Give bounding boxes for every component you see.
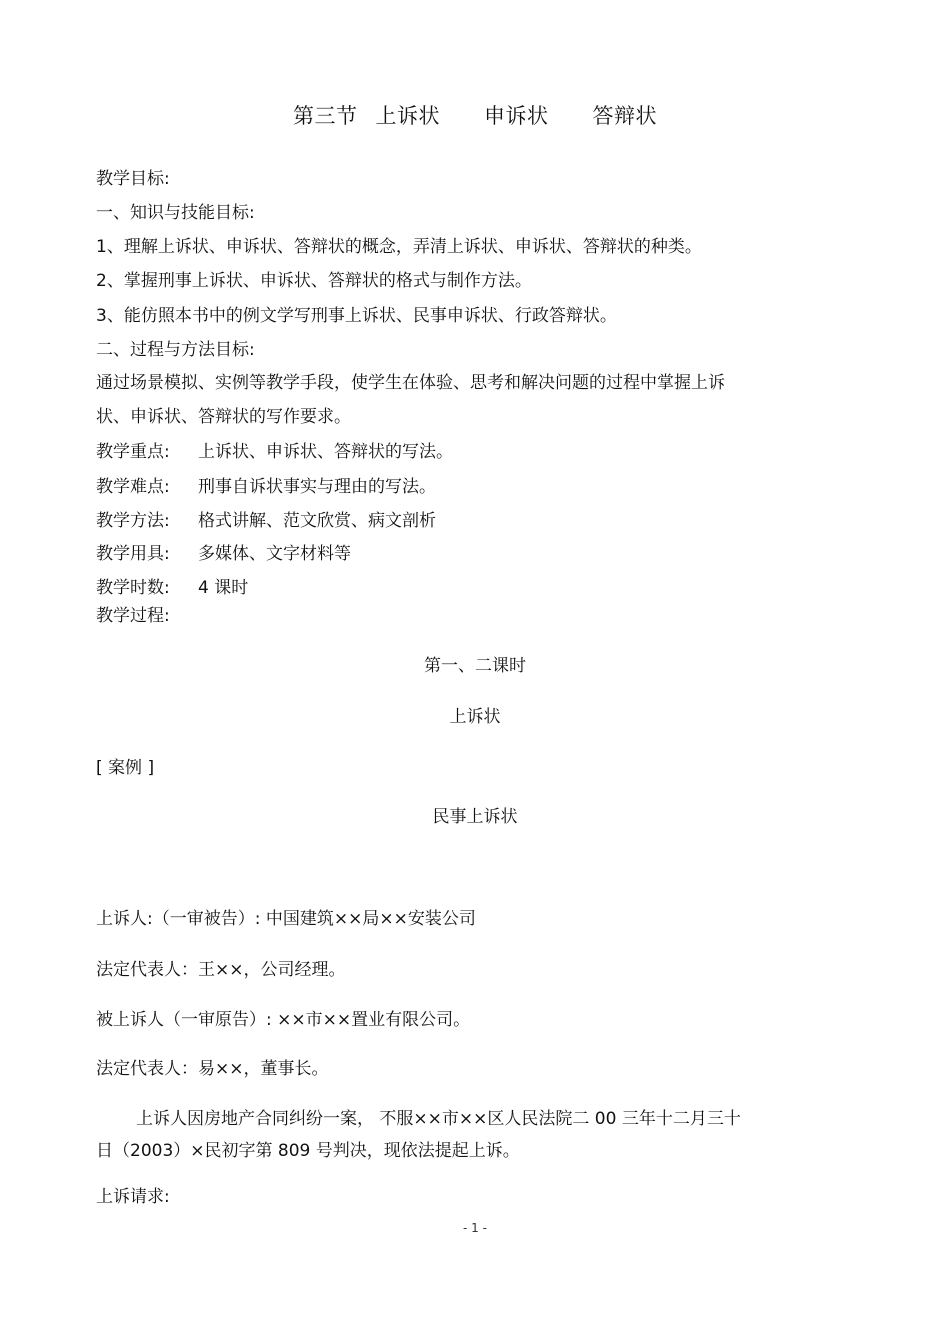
key-value: 上诉状、申诉状、答辩状的写法。 (198, 442, 453, 462)
appellant-line: 上诉人:（一审被告）: 中国建筑××局××安装公司 (96, 909, 476, 929)
title-defense: 答辩状 (592, 104, 657, 128)
appeal-body-line-1: 上诉人因房地产合同纠纷一案， 不服××市××区人民法院二 00 三年十二月三十 (136, 1109, 741, 1129)
method-value: 格式讲解、范文欣赏、病文剖析 (198, 511, 436, 531)
appeal-body-line-2: 日（2003）×民初字第 809 号判决，现依法提起上诉。 (96, 1141, 520, 1161)
tools-value: 多媒体、文字材料等 (198, 544, 351, 564)
objectives-heading: 教学目标: (96, 169, 170, 189)
objective-item-2: 2、掌握刑事上诉状、申诉状、答辩状的格式与制作方法。 (96, 271, 532, 291)
knowledge-heading: 一、知识与技能目标: (96, 203, 255, 223)
hours-value: 4 课时 (198, 578, 249, 598)
key-label: 教学重点: (96, 442, 170, 462)
tools-label: 教学用具: (96, 544, 170, 564)
title-section-number: 第三节 (293, 104, 358, 128)
objective-item-1: 1、理解上诉状、申诉状、答辩状的概念，弄清上诉状、申诉状、答辩状的种类。 (96, 237, 702, 257)
session-heading: 第一、二课时 (424, 656, 526, 676)
teaching-difficulty (96, 476, 436, 498)
teaching-method (96, 510, 436, 532)
teaching-hours (96, 577, 248, 599)
process-text-line-2: 状、申诉状、答辩状的写作要求。 (96, 407, 351, 427)
case-tag: [ 案例 ] (96, 758, 155, 778)
teaching-tools (96, 543, 351, 565)
appellee-representative: 法定代表人：易××，董事长。 (96, 1059, 329, 1079)
section-title (0, 100, 950, 130)
title-petition: 申诉状 (484, 104, 549, 128)
appellant-representative: 法定代表人：王××，公司经理。 (96, 960, 346, 980)
teaching-key-point (96, 441, 453, 463)
request-heading: 上诉请求: (96, 1187, 170, 1207)
document-title: 民事上诉状 (432, 807, 518, 827)
page-number: - 1 - (463, 1221, 487, 1235)
process-text-line-1: 通过场景模拟、实例等教学手段，使学生在体验、思考和解决问题的过程中掌握上诉 (96, 373, 725, 393)
appellee-line: 被上诉人（一审原告）: ××市××置业有限公司。 (96, 1010, 471, 1030)
method-label: 教学方法: (96, 511, 170, 531)
appeal-body-paragraph (96, 1103, 848, 1167)
objective-item-3: 3、能仿照本书中的例文学写刑事上诉状、民事申诉状、行政答辩状。 (96, 306, 617, 326)
teaching-process-label: 教学过程: (96, 606, 170, 626)
title-appeal: 上诉状 (375, 104, 440, 128)
hours-label: 教学时数: (96, 578, 170, 598)
difficulty-value: 刑事自诉状事实与理由的写法。 (198, 477, 436, 497)
difficulty-label: 教学难点: (96, 477, 170, 497)
process-heading: 二、过程与方法目标: (96, 340, 255, 360)
topic-heading: 上诉状 (449, 707, 501, 727)
